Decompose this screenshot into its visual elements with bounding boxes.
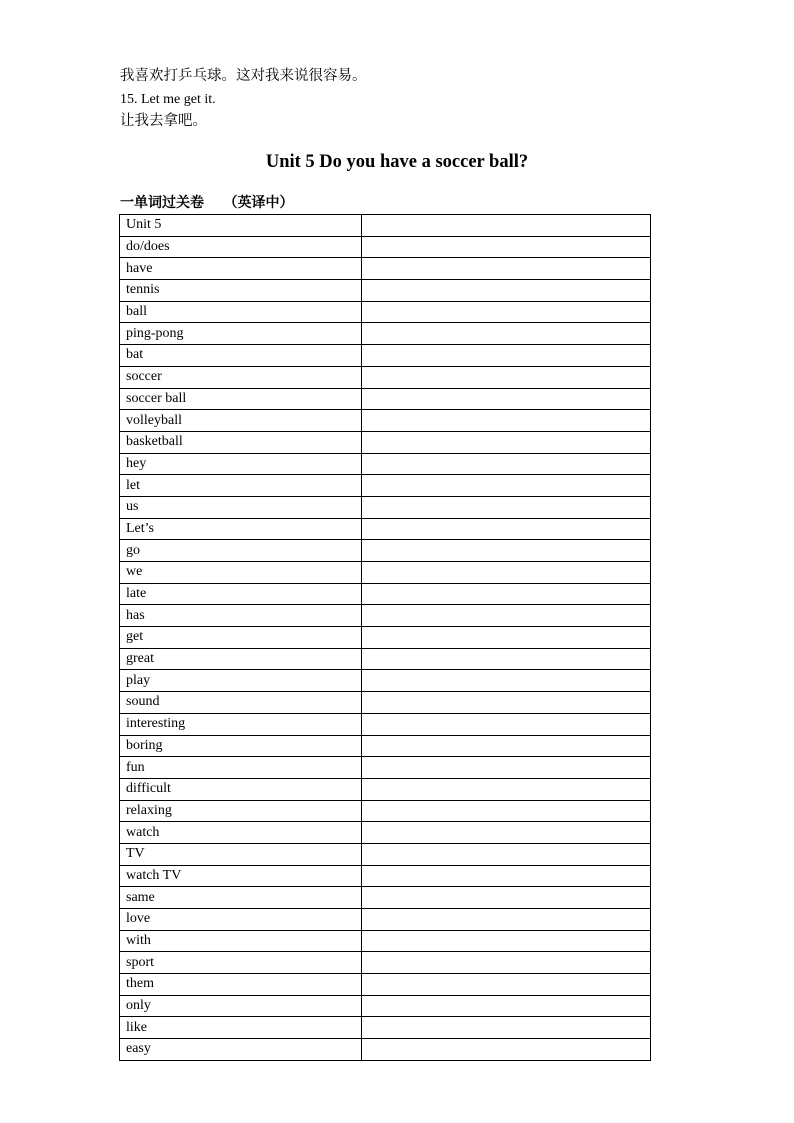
vocab-word-cell: ball [120,301,362,323]
table-row [120,236,651,258]
table-row [120,605,651,627]
chinese-sentence: 我喜欢打乒乓球。这对我来说很容易。 [120,68,367,84]
table-row [120,995,651,1017]
translation-answer-cell[interactable] [362,540,651,562]
table-row [120,887,651,909]
translation-answer-cell[interactable] [362,843,651,865]
translation-answer-cell[interactable] [362,236,651,258]
translation-answer-cell[interactable] [362,952,651,974]
vocab-word-cell: late [120,583,362,605]
table-row [120,562,651,584]
translation-answer-cell[interactable] [362,518,651,540]
vocab-word-cell: sport [120,952,362,974]
vocab-word-cell: great [120,648,362,670]
vocab-word-cell: tennis [120,280,362,302]
translation-answer-cell[interactable] [362,301,651,323]
table-row [120,800,651,822]
vocab-word-cell: boring [120,735,362,757]
translation-answer-cell[interactable] [362,670,651,692]
table-row [120,822,651,844]
vocab-word-cell: do/does [120,236,362,258]
table-row [120,540,651,562]
translation-answer-cell[interactable] [362,280,651,302]
translation-answer-cell[interactable] [362,648,651,670]
vocab-word-cell: soccer ball [120,388,362,410]
table-row [120,366,651,388]
vocab-word-cell: have [120,258,362,280]
table-row [120,1039,651,1061]
table-row [120,410,651,432]
table-row [120,974,651,996]
table-row [120,215,651,237]
translation-answer-cell[interactable] [362,323,651,345]
vocab-word-cell: Unit 5 [120,215,362,237]
translation-answer-cell[interactable] [362,627,651,649]
translation-answer-cell[interactable] [362,345,651,367]
translation-answer-cell[interactable] [362,909,651,931]
vocab-word-cell: soccer [120,366,362,388]
table-row [120,258,651,280]
vocab-table [119,214,651,1061]
vocab-word-cell: difficult [120,778,362,800]
translation-answer-cell[interactable] [362,1017,651,1039]
vocab-word-cell: ping-pong [120,323,362,345]
table-row [120,475,651,497]
table-row [120,778,651,800]
vocab-word-cell: basketball [120,431,362,453]
table-row [120,692,651,714]
unit-title: Unit 5 Do you have a soccer ball? [265,152,529,172]
vocab-word-cell: fun [120,757,362,779]
english-sentence: 15. Let me get it. [120,92,216,107]
vocab-word-cell: let [120,475,362,497]
translation-answer-cell[interactable] [362,431,651,453]
translation-answer-cell[interactable] [362,865,651,887]
vocab-word-cell: bat [120,345,362,367]
table-row [120,865,651,887]
table-row [120,757,651,779]
table-row [120,280,651,302]
table-row [120,1017,651,1039]
table-row [120,496,651,518]
translation-answer-cell[interactable] [362,800,651,822]
vocab-word-cell: only [120,995,362,1017]
table-row [120,627,651,649]
translation-answer-cell[interactable] [362,366,651,388]
table-row [120,453,651,475]
table-row [120,388,651,410]
translation-answer-cell[interactable] [362,475,651,497]
vocab-word-cell: love [120,909,362,931]
table-row [120,909,651,931]
vocab-word-cell: relaxing [120,800,362,822]
vocab-word-cell: sound [120,692,362,714]
vocab-table-body [120,215,651,1061]
translation-answer-cell[interactable] [362,757,651,779]
table-row [120,323,651,345]
vocab-word-cell: TV [120,843,362,865]
translation-answer-cell[interactable] [362,215,651,237]
table-row [120,713,651,735]
table-row [120,345,651,367]
vocab-word-cell: we [120,562,362,584]
vocab-word-cell: volleyball [120,410,362,432]
vocab-word-cell: hey [120,453,362,475]
vocab-word-cell: with [120,930,362,952]
vocab-word-cell: go [120,540,362,562]
translation-answer-cell[interactable] [362,496,651,518]
translation-answer-cell[interactable] [362,453,651,475]
table-row [120,648,651,670]
translation-answer-cell[interactable] [362,974,651,996]
table-row [120,301,651,323]
translation-answer-cell[interactable] [362,778,651,800]
table-row [120,431,651,453]
section-heading: 一单词过关卷 （英译中） [120,195,294,211]
vocab-word-cell: play [120,670,362,692]
translation-answer-cell[interactable] [362,583,651,605]
vocab-word-cell: get [120,627,362,649]
vocab-word-cell: interesting [120,713,362,735]
translation-answer-cell[interactable] [362,1039,651,1061]
table-row [120,930,651,952]
translation-answer-cell[interactable] [362,930,651,952]
vocab-word-cell: same [120,887,362,909]
table-row [120,583,651,605]
chinese-translation: 让我去拿吧。 [120,113,207,129]
translation-answer-cell[interactable] [362,605,651,627]
table-row [120,518,651,540]
vocab-word-cell: watch TV [120,865,362,887]
translation-answer-cell[interactable] [362,995,651,1017]
table-row [120,735,651,757]
translation-answer-cell[interactable] [362,735,651,757]
table-row [120,670,651,692]
translation-answer-cell[interactable] [362,258,651,280]
translation-answer-cell[interactable] [362,388,651,410]
translation-answer-cell[interactable] [362,410,651,432]
vocab-word-cell: them [120,974,362,996]
vocab-word-cell: easy [120,1039,362,1061]
table-row [120,952,651,974]
translation-answer-cell[interactable] [362,713,651,735]
table-row [120,843,651,865]
translation-answer-cell[interactable] [362,562,651,584]
vocab-word-cell: us [120,496,362,518]
translation-answer-cell[interactable] [362,692,651,714]
vocab-word-cell: like [120,1017,362,1039]
vocab-word-cell: Let’s [120,518,362,540]
vocab-word-cell: has [120,605,362,627]
vocab-word-cell: watch [120,822,362,844]
translation-answer-cell[interactable] [362,887,651,909]
translation-answer-cell[interactable] [362,822,651,844]
